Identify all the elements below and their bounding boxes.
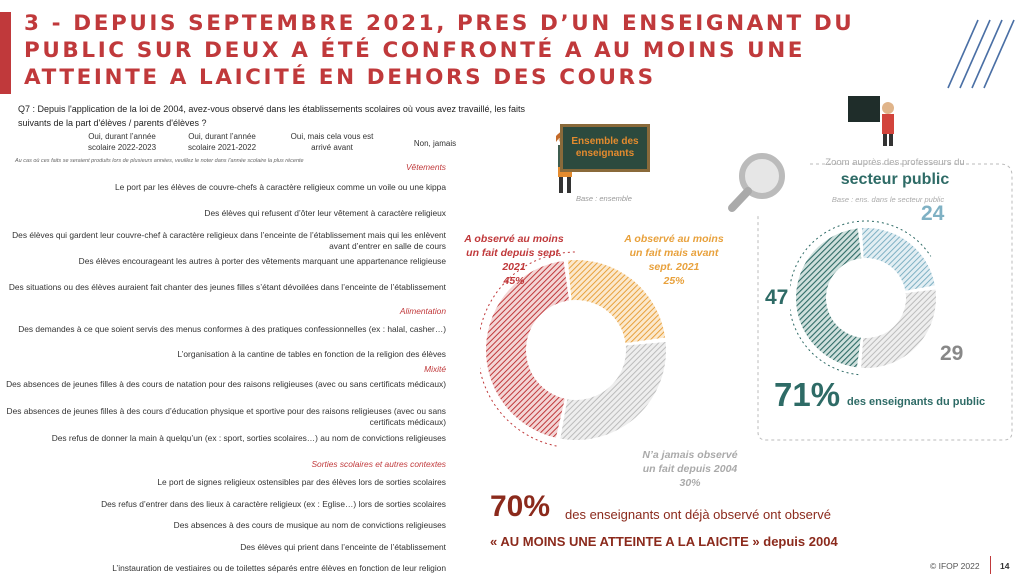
table-row: Des élèves qui prient dans l’enceinte de l’établissement [240, 542, 446, 552]
value-jamais: 30% [679, 477, 701, 489]
total-text-2: « AU MOINS UNE ATTEINTE A LA LAICITE » depuis 2004 [490, 534, 838, 549]
label-avant-2021-line2: un fait mais avant [629, 247, 719, 259]
table-row: Des absences de jeunes filles à des cours de natation pour des raisons religieuses (avec ou sans certificats médicaux) [6, 379, 446, 389]
slice-public-jamais [861, 290, 936, 368]
total-text: des enseignants ont déjà observé ont observé [565, 507, 831, 522]
table-row: Le port par les élèves de couvre-chefs à caractère religieux comme un voile ou une kippa [115, 182, 446, 192]
page-title: 3 - DEPUIS SEPTEMBRE 2021, PRES D’UN ENSEIGNANT DU PUBLIC SUR DEUX A ÉTÉ CONFRONTÉ A AU MOINS UNE ATTEINTE A LAICITÉ EN DEHORS DES COURS [24, 11, 855, 90]
section-vetements: Vêtements [405, 162, 446, 172]
zoom-sector: secteur public [840, 171, 950, 188]
table-row: L’organisation à la cantine de tables en fonction de la religion des élèves [177, 349, 446, 359]
table-row: Des absences de jeunes filles à des cours d’éducation physique et sportive pour des raisons religieuses (avec ou sans certificats médicaux) [6, 406, 446, 427]
copyright: © IFOP 2022 [930, 561, 980, 571]
decorative-lines [938, 18, 1018, 90]
slice-jamais [560, 342, 666, 440]
slice-public-avant-2021 [862, 228, 935, 291]
column-header-3: Oui, mais cela vous est arrivé avant [290, 132, 374, 152]
base-ensemble: Base : ensemble [576, 194, 632, 203]
footnote: Au cas où ces faits se seraient produits lors de plusieurs années, veuillez le noter dans l’année scolaire la plus récente [15, 158, 304, 164]
value-depuis-2021: 45% [503, 275, 525, 287]
board-label: Ensemble des enseignants [560, 124, 650, 172]
table-row: Des situations ou des élèves auraient fait chanter des jeunes filles s’étant dévoilées dans l’enceinte de l’établissement [8, 282, 446, 292]
label-depuis-2021-line3: 2021 [502, 261, 526, 273]
public-total-text: des enseignants du public [847, 396, 986, 408]
label-jamais-line2: un fait depuis 2004 [642, 463, 738, 475]
label-avant-2021 [612, 232, 736, 288]
table-row: L’instauration de vestiaires ou de toilettes séparés entre élèves en fonction de leur religion [112, 563, 446, 573]
section-sorties: Sorties scolaires et autres contextes [311, 459, 446, 469]
table-row: Des refus de donner la main à quelqu’un (ex : sport, sorties scolaires…) au nom de convictions religieuses [51, 433, 446, 443]
label-jamais-line1: N’a jamais observé [642, 449, 738, 461]
table-row: Le port de signes religieux ostensibles par des élèves lors de sorties scolaires [157, 477, 446, 487]
table-row: Des élèves encourageant les autres à porter des vêtements marquant une appartenance religieuse [78, 256, 446, 266]
column-header-2: Oui, durant l’année scolaire 2021-2022 [187, 132, 257, 152]
section-alimentation: Alimentation [399, 306, 446, 316]
footer-divider [990, 556, 991, 574]
title-accent-bar [0, 12, 11, 94]
zoom-base: Base : ens. dans le secteur public [831, 195, 945, 204]
table-row: Des demandes à ce que soient servis des menus conformes à des pratiques confessionnelles (ex : halal, casher…) [18, 324, 446, 334]
column-header-1: Oui, durant l’année scolaire 2022-2023 [87, 132, 157, 152]
value-public-47: 47 [765, 286, 789, 309]
label-avant-2021-line1: A observé au moins [624, 233, 724, 245]
donut-public [790, 210, 1000, 376]
table-row: Des élèves qui refusent d’ôter leur vêtement à caractère religieux [204, 208, 446, 218]
teacher-board-illustration [846, 94, 900, 148]
label-jamais [628, 448, 752, 490]
question-text: Q7 : Depuis l'application de la loi de 2004, avez-vous observé dans les établissements scolaires où vous avez travaillé, les faits suivants de la part d'élèves / parents d'élèves ? [18, 104, 525, 128]
value-avant-2021: 25% [663, 275, 685, 287]
value-public-29: 29 [940, 342, 964, 365]
column-header-4: Non, jamais [413, 139, 457, 148]
page-number: 14 [1000, 561, 1010, 571]
table-row: Des refus d’entrer dans des lieux à caractère religieux (ex : Eglise…) lors de sorties scolaires [101, 499, 446, 509]
value-public-24: 24 [921, 202, 945, 225]
label-depuis-2021-line1: A observé au moins [464, 233, 564, 245]
label-depuis-2021 [456, 232, 572, 288]
label-depuis-2021-line2: un fait depuis sept. [466, 247, 562, 259]
zoom-heading: Zoom auprès des professeurs du [825, 157, 965, 168]
public-total-pct: 71% [774, 376, 841, 413]
table-row: Des élèves qui gardent leur couvre-chef à caractère religieux dans l’enceinte de l’établissement mais qui les enlèvent avant d’entrer en salle de cours [12, 230, 446, 251]
label-avant-2021-line3: sept. 2021 [648, 261, 700, 273]
total-pct: 70% [490, 490, 551, 523]
table-row: Des absences à des cours de musique au nom de convictions religieuses [173, 520, 446, 530]
section-mixite: Mixité [424, 364, 446, 374]
